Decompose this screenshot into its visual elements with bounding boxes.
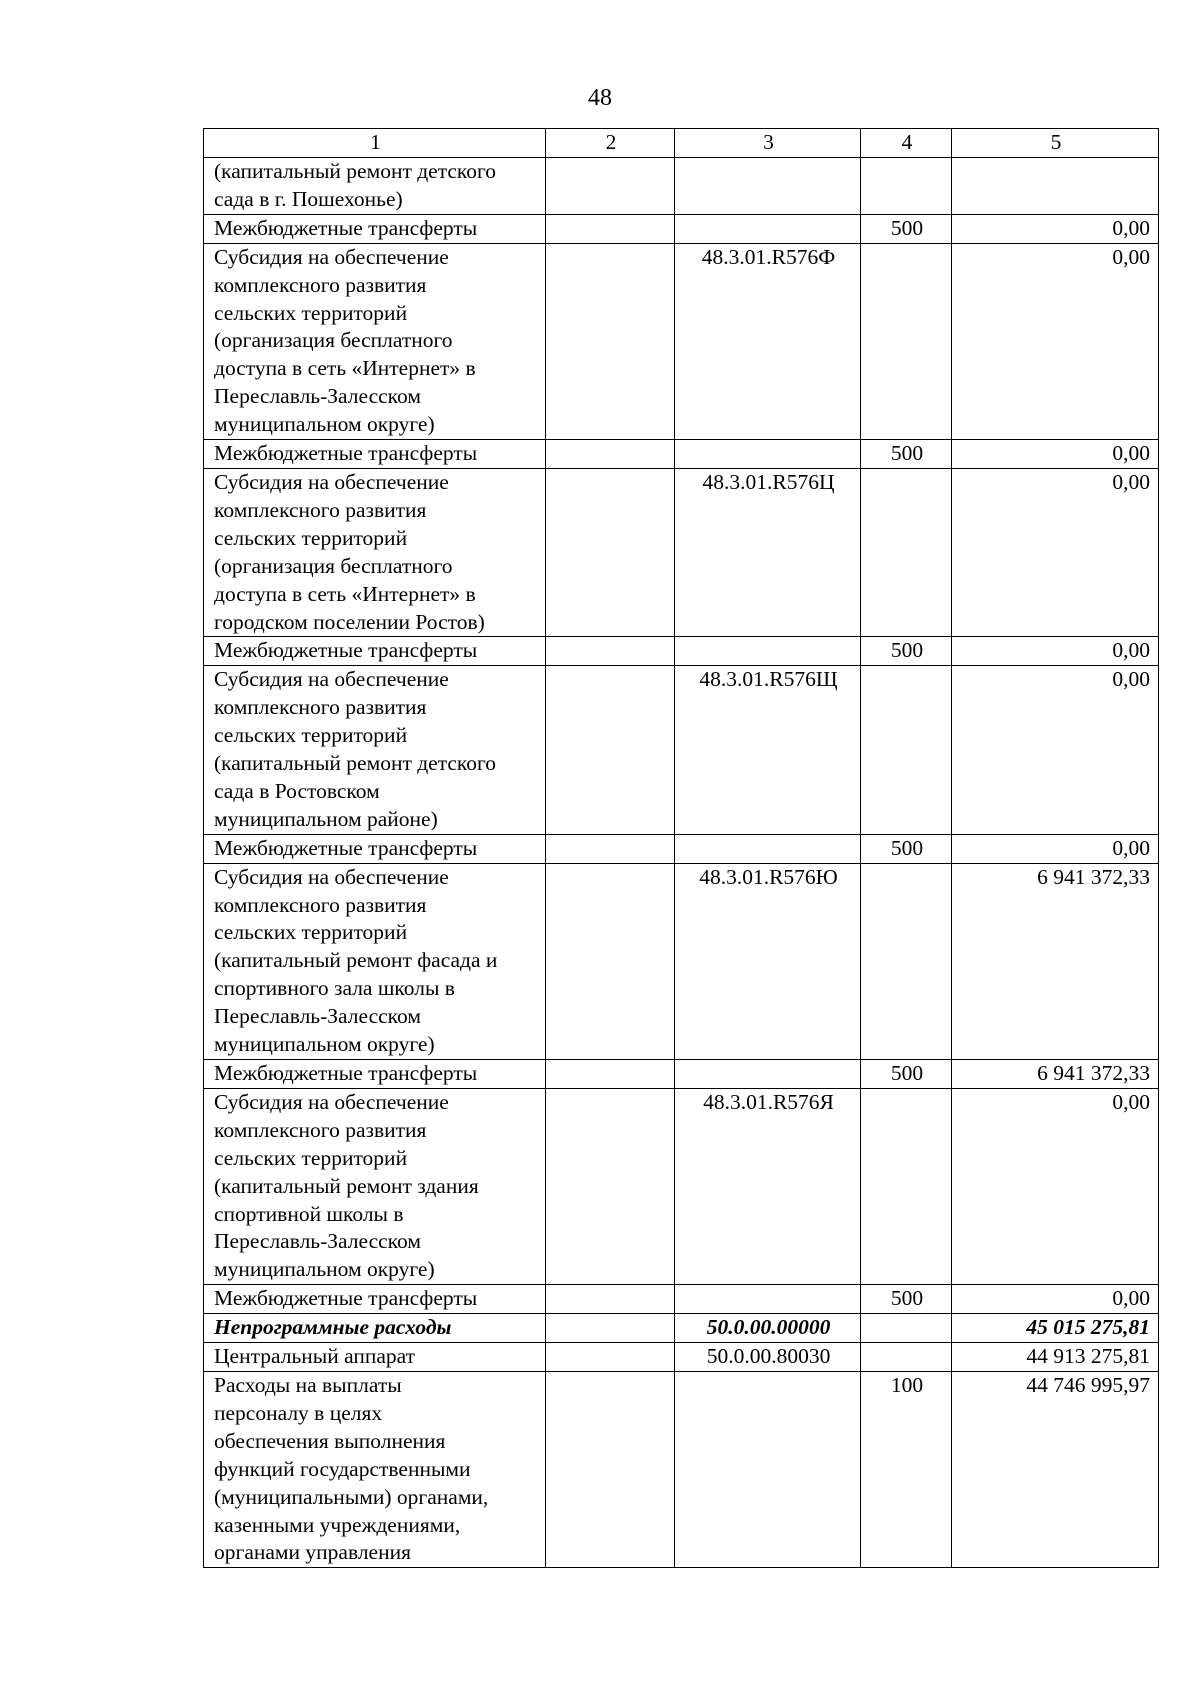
row-code-cell	[675, 637, 861, 666]
row-col2-cell	[546, 214, 675, 243]
cell-line: муниципальном округе)	[214, 1032, 435, 1057]
cell-line: обеспечения выполнения	[214, 1428, 446, 1453]
table-row	[204, 666, 1159, 834]
table-body	[204, 158, 1159, 1568]
cell-line: доступа в сеть «Интернет» в	[214, 581, 476, 606]
row-name-cell	[204, 863, 546, 1059]
header-col-5: 5	[952, 129, 1159, 158]
row-type-cell: 100	[861, 1371, 952, 1567]
row-name-cell: Непрограммные расходы	[204, 1314, 546, 1343]
row-name-cell	[204, 468, 546, 636]
header-col-2: 2	[546, 129, 675, 158]
cell-line: комплексного развития	[214, 1117, 427, 1142]
row-name-cell	[204, 243, 546, 439]
row-type-cell	[861, 1343, 952, 1372]
cell-line: казенными учреждениями,	[214, 1512, 461, 1537]
cell-line: комплексного развития	[214, 892, 427, 917]
row-code-cell	[675, 440, 861, 469]
row-code-cell	[675, 834, 861, 863]
row-col2-cell	[546, 863, 675, 1059]
row-code-cell: 48.3.01.R576Ю	[675, 863, 861, 1059]
table-row	[204, 158, 1159, 215]
table-row	[204, 1314, 1159, 1343]
cell-line: сельских территорий	[214, 300, 408, 325]
cell-line: спортивного зала школы в	[214, 976, 455, 1001]
cell-line: комплексного развития	[214, 695, 427, 720]
cell-line: (капитальный ремонт фасада и	[214, 948, 498, 973]
row-col2-cell	[546, 158, 675, 215]
row-col2-cell	[546, 1285, 675, 1314]
row-col2-cell	[546, 1314, 675, 1343]
row-code-cell: 48.3.01.R576Щ	[675, 666, 861, 834]
row-type-cell	[861, 1088, 952, 1284]
row-code-cell: 48.3.01.R576Я	[675, 1088, 861, 1284]
row-code-cell: 48.3.01.R576Ц	[675, 468, 861, 636]
table-row	[204, 834, 1159, 863]
row-name-cell	[204, 158, 546, 215]
cell-line: муниципальном округе)	[214, 412, 435, 437]
cell-line: (организация бесплатного	[214, 553, 453, 578]
table-row	[204, 243, 1159, 439]
table-row	[204, 440, 1159, 469]
header-col-4: 4	[861, 129, 952, 158]
cell-line: персоналу в целях	[214, 1400, 383, 1425]
cell-line: сельских территорий	[214, 920, 408, 945]
cell-line: (капитальный ремонт здания	[214, 1173, 479, 1198]
row-type-cell	[861, 1314, 952, 1343]
row-code-cell	[675, 158, 861, 215]
row-col2-cell	[546, 243, 675, 439]
row-type-cell: 500	[861, 214, 952, 243]
row-type-cell: 500	[861, 1060, 952, 1089]
table-row	[204, 214, 1159, 243]
row-code-cell	[675, 1371, 861, 1567]
row-code-cell	[675, 1285, 861, 1314]
row-col2-cell	[546, 1060, 675, 1089]
row-amount-cell: 0,00	[952, 1285, 1159, 1314]
row-amount-cell: 0,00	[952, 243, 1159, 439]
cell-line: муниципальном округе)	[214, 1257, 435, 1282]
header-col-1: 1	[204, 129, 546, 158]
cell-line: Субсидия на обеспечение	[214, 667, 449, 692]
cell-line: (капитальный ремонт детского	[214, 751, 497, 776]
row-name-cell	[204, 666, 546, 834]
row-code-cell: 50.0.00.00000	[675, 1314, 861, 1343]
table-row	[204, 637, 1159, 666]
table-row	[204, 1060, 1159, 1089]
row-name-cell: Межбюджетные трансферты	[204, 1285, 546, 1314]
row-col2-cell	[546, 440, 675, 469]
row-amount-cell: 0,00	[952, 666, 1159, 834]
cell-line: органами управления	[214, 1540, 411, 1565]
cell-line: сада в Ростовском	[214, 778, 380, 803]
cell-line: Субсидия на обеспечение	[214, 244, 449, 269]
row-name-cell: Центральный аппарат	[204, 1343, 546, 1372]
row-name-cell: Межбюджетные трансферты	[204, 214, 546, 243]
cell-line: спортивной школы в	[214, 1201, 404, 1226]
row-type-cell	[861, 468, 952, 636]
row-amount-cell: 0,00	[952, 834, 1159, 863]
cell-line: комплексного развития	[214, 497, 427, 522]
row-type-cell: 500	[861, 1285, 952, 1314]
row-type-cell: 500	[861, 440, 952, 469]
row-name-cell: Межбюджетные трансферты	[204, 1060, 546, 1089]
row-amount-cell: 0,00	[952, 468, 1159, 636]
cell-line: (муниципальными) органами,	[214, 1484, 489, 1509]
row-code-cell: 50.0.00.80030	[675, 1343, 861, 1372]
cell-line: Субсидия на обеспечение	[214, 864, 449, 889]
table-row	[204, 468, 1159, 636]
cell-line: Расходы на выплаты	[214, 1372, 402, 1397]
cell-line: муниципальном районе)	[214, 806, 438, 831]
table-row	[204, 1371, 1159, 1567]
row-amount-cell: 6 941 372,33	[952, 1060, 1159, 1089]
row-name-cell: Межбюджетные трансферты	[204, 637, 546, 666]
row-name-cell	[204, 1088, 546, 1284]
cell-line: Переславль-Залесском	[214, 384, 421, 409]
row-amount-cell: 0,00	[952, 440, 1159, 469]
table-row	[204, 1285, 1159, 1314]
row-amount-cell: 44 913 275,81	[952, 1343, 1159, 1372]
row-code-cell: 48.3.01.R576Ф	[675, 243, 861, 439]
row-col2-cell	[546, 468, 675, 636]
cell-line: (капитальный ремонт детского	[214, 159, 497, 183]
row-amount-cell: 0,00	[952, 214, 1159, 243]
header-col-3: 3	[675, 129, 861, 158]
cell-line: сельских территорий	[214, 525, 408, 550]
row-name-cell: Межбюджетные трансферты	[204, 440, 546, 469]
row-name-cell: Межбюджетные трансферты	[204, 834, 546, 863]
row-amount-cell: 45 015 275,81	[952, 1314, 1159, 1343]
row-col2-cell	[546, 637, 675, 666]
cell-line: Субсидия на обеспечение	[214, 469, 449, 494]
table-row	[204, 1088, 1159, 1284]
row-amount-cell: 0,00	[952, 1088, 1159, 1284]
cell-line: Субсидия на обеспечение	[214, 1089, 449, 1114]
cell-line: доступа в сеть «Интернет» в	[214, 356, 476, 381]
row-amount-cell: 44 746 995,97	[952, 1371, 1159, 1567]
cell-line: функций государственными	[214, 1456, 471, 1481]
row-type-cell	[861, 666, 952, 834]
row-col2-cell	[546, 1371, 675, 1567]
cell-line: Переславль-Залесском	[214, 1004, 421, 1029]
table-row	[204, 1343, 1159, 1372]
row-amount-cell: 0,00	[952, 637, 1159, 666]
table-row	[204, 863, 1159, 1059]
cell-line: Переславль-Залесском	[214, 1229, 421, 1254]
cell-line: городском поселении Ростов)	[214, 609, 485, 634]
row-code-cell	[675, 1060, 861, 1089]
row-col2-cell	[546, 666, 675, 834]
row-type-cell: 500	[861, 637, 952, 666]
row-amount-cell	[952, 158, 1159, 215]
row-col2-cell	[546, 1343, 675, 1372]
cell-line: сельских территорий	[214, 1145, 408, 1170]
table-header-row	[204, 129, 1159, 158]
row-type-cell: 500	[861, 834, 952, 863]
row-amount-cell: 6 941 372,33	[952, 863, 1159, 1059]
cell-line: (организация бесплатного	[214, 328, 453, 353]
row-col2-cell	[546, 1088, 675, 1284]
row-code-cell	[675, 214, 861, 243]
cell-line: комплексного развития	[214, 272, 427, 297]
row-type-cell	[861, 158, 952, 215]
row-name-cell	[204, 1371, 546, 1567]
row-type-cell	[861, 243, 952, 439]
cell-line: сада в г. Пошехонье)	[214, 186, 403, 211]
budget-table	[203, 128, 1159, 1568]
row-col2-cell	[546, 834, 675, 863]
page-number: 48	[588, 85, 612, 111]
row-type-cell	[861, 863, 952, 1059]
cell-line: сельских территорий	[214, 723, 408, 748]
